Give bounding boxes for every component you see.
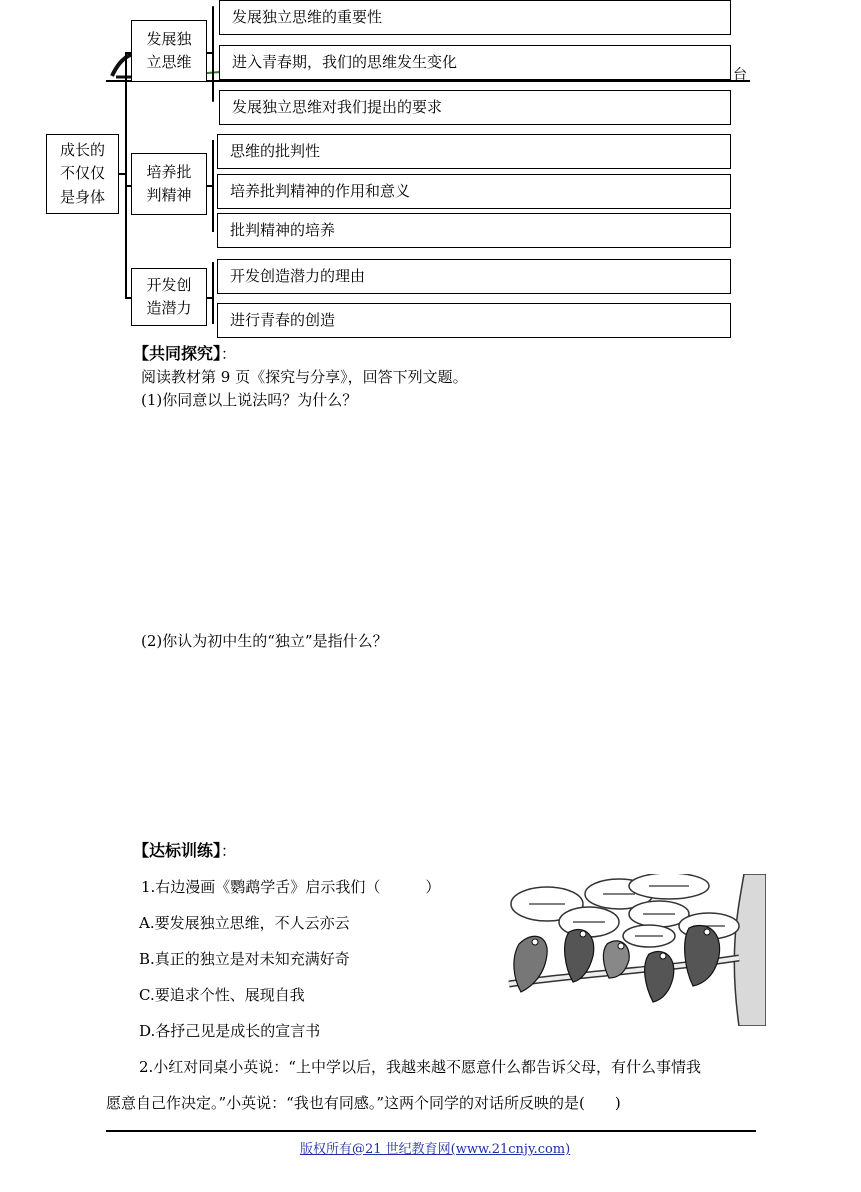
branch-creative-potential [131, 268, 207, 326]
leaf-item: 进行青春的创造 [217, 303, 731, 338]
leaf-item: 发展独立思维对我们提出的要求 [219, 90, 731, 125]
root-line: 是身体 [59, 187, 105, 206]
branch-label-line: 立思维 [146, 53, 192, 71]
branch-develop-thinking [131, 20, 207, 82]
connector [207, 52, 213, 54]
connector [207, 185, 213, 187]
option-b: B.真正的独立是对未知充满好奇 [139, 950, 350, 968]
heading-text: 【达标训练】 [133, 841, 222, 860]
connector [207, 297, 213, 299]
branch-label-line: 培养批 [146, 162, 192, 181]
option-d: D.各抒己见是成长的宣言书 [139, 1022, 321, 1040]
practice-question-1: 1.右边漫画《鹦鹉学舌》启示我们（ ） [141, 878, 441, 896]
section-heading-explore [133, 341, 236, 364]
leaf-item: 培养批判精神的作用和意义 [217, 174, 731, 209]
leaf-item: 开发创造潜力的理由 [217, 259, 731, 294]
heading-suffix: ： [221, 842, 237, 860]
bracket [212, 262, 214, 324]
root-line: 不仅仅 [59, 164, 105, 183]
parrot-cartoon-image [489, 874, 766, 1026]
heading-suffix: ： [221, 345, 237, 363]
explore-question-1: (1)你同意以上说法吗？为什么？ [141, 391, 358, 409]
mindmap-root [46, 134, 119, 214]
branch-label-line: 造潜力 [146, 299, 192, 317]
option-a: A.要发展独立思维，不人云亦云 [139, 914, 350, 932]
heading-text: 【共同探究】 [133, 344, 222, 363]
leaf-item: 发展独立思维的重要性 [219, 0, 731, 35]
leaf-item: 批判精神的培养 [217, 213, 731, 248]
branch-label-line: 发展独 [146, 29, 192, 48]
option-c: C.要追求个性、展现自我 [139, 986, 305, 1004]
section-heading-practice [133, 838, 236, 861]
connector [125, 52, 127, 298]
branch-label-line: 开发创 [146, 275, 192, 294]
practice-question-2-line-2: 愿意自己作决定。”小英说：“我也有同感。”这两个同学的对话所反映的是( ) [106, 1094, 621, 1112]
practice-question-2-line-1: 2.小红对同桌小英说：“上中学以后，我越来越不愿意什么都告诉父母，有什么事情我 [139, 1058, 701, 1076]
header-right-fragment: 台 [733, 67, 747, 83]
bracket [212, 6, 214, 102]
branch-critical-spirit [131, 153, 207, 215]
footer-rule [106, 1130, 756, 1132]
leaf-item: 进入青春期，我们的思维发生变化 [219, 45, 731, 80]
explore-question-2: (2)你认为初中生的“独立”是指什么？ [141, 632, 388, 650]
explore-intro: 阅读教材第 9 页《探究与分享》，回答下列文题。 [141, 368, 468, 386]
copyright-link[interactable]: 版权所有@21 世纪教育网(www.21cnjy.com) [300, 1142, 571, 1157]
root-line: 成长的 [59, 141, 105, 160]
branch-label-line: 判精神 [146, 186, 192, 204]
leaf-item: 思维的批判性 [217, 134, 731, 169]
